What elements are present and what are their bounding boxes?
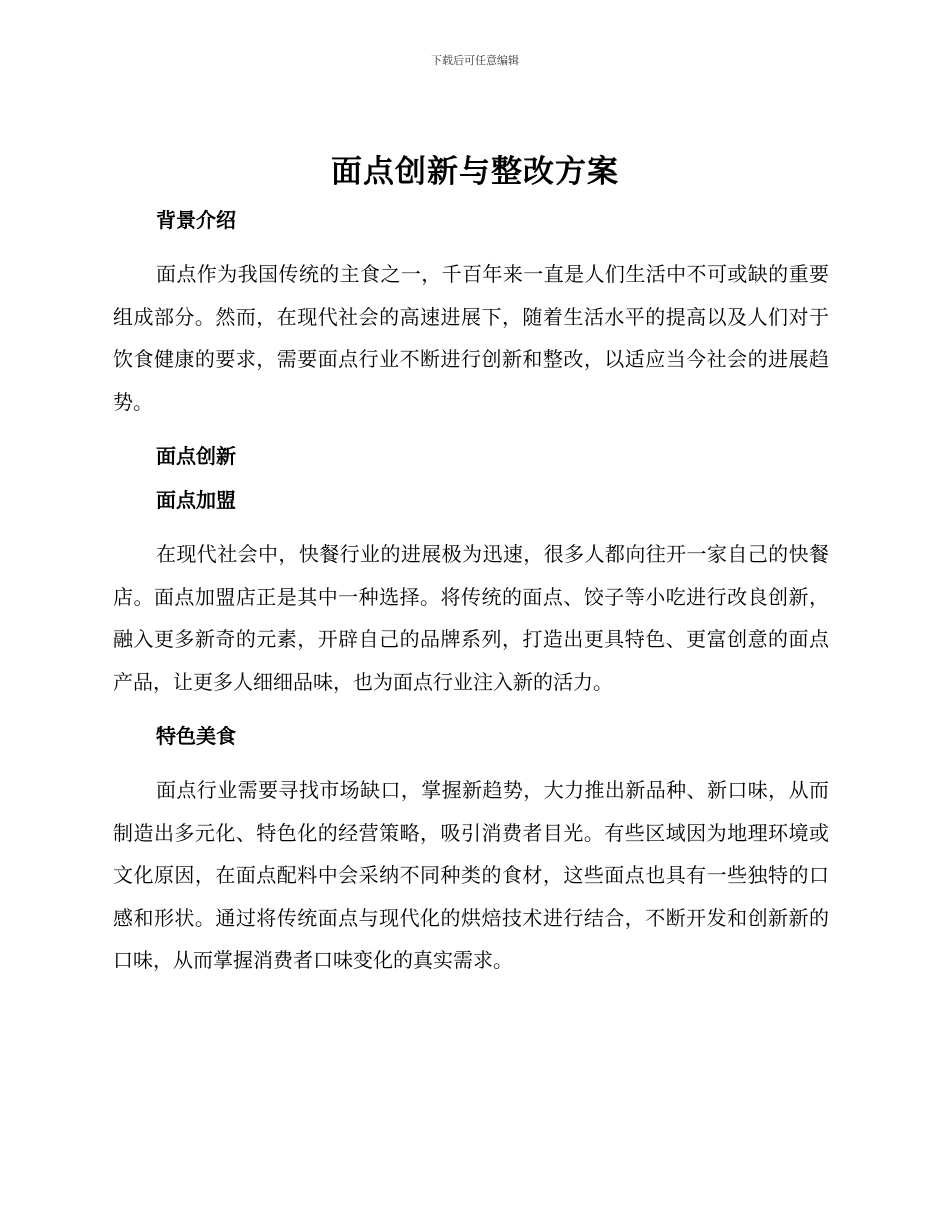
document-title: 面点创新与整改方案 bbox=[331, 154, 619, 190]
document-body bbox=[113, 198, 829, 993]
page-header: 下载后可任意编辑 bbox=[431, 54, 519, 67]
section-paragraph-specialty-food: 面点行业需要寻找市场缺口，掌握新趋势，大力推出新品种、新口味，从而制造出多元化、特色化的经营策略，吸引消费者目光。有些区域因为地理环境或文化原因，在面点配料中会采纳不同种类的食材，这些面点也具有一些独特的口感和形状。通过将传统面点与现代化的烘焙技术进行结合，不断开发和创新新的口味，从而掌握消费者口味变化的真实需求。 bbox=[113, 778, 829, 972]
section-heading-background: 背景介绍 bbox=[156, 208, 236, 232]
section-paragraph-franchise: 在现代社会中，快餐行业的进展极为迅速，很多人都向往开一家自己的快餐店。面点加盟店正是其中一种选择。将传统的面点、饺子等小吃进行改良创新，融入更多新奇的元素，开辟自己的品牌系列，打造出更具特色、更富创意的面点产品，让更多人细细品味，也为面点行业注入新的活力。 bbox=[113, 542, 829, 694]
section-heading-innovation: 面点创新 bbox=[156, 444, 236, 468]
section-heading-franchise: 面点加盟 bbox=[156, 488, 236, 512]
section-heading-specialty-food: 特色美食 bbox=[156, 724, 236, 748]
section-paragraph-background: 面点作为我国传统的主食之一，千百年来一直是人们生活中不可或缺的重要组成部分。然而，在现代社会的高速进展下，随着生活水平的提高以及人们对于饮食健康的要求，需要面点行业不断进行创新和整改，以适应当今社会的进展趋势。 bbox=[113, 262, 829, 414]
